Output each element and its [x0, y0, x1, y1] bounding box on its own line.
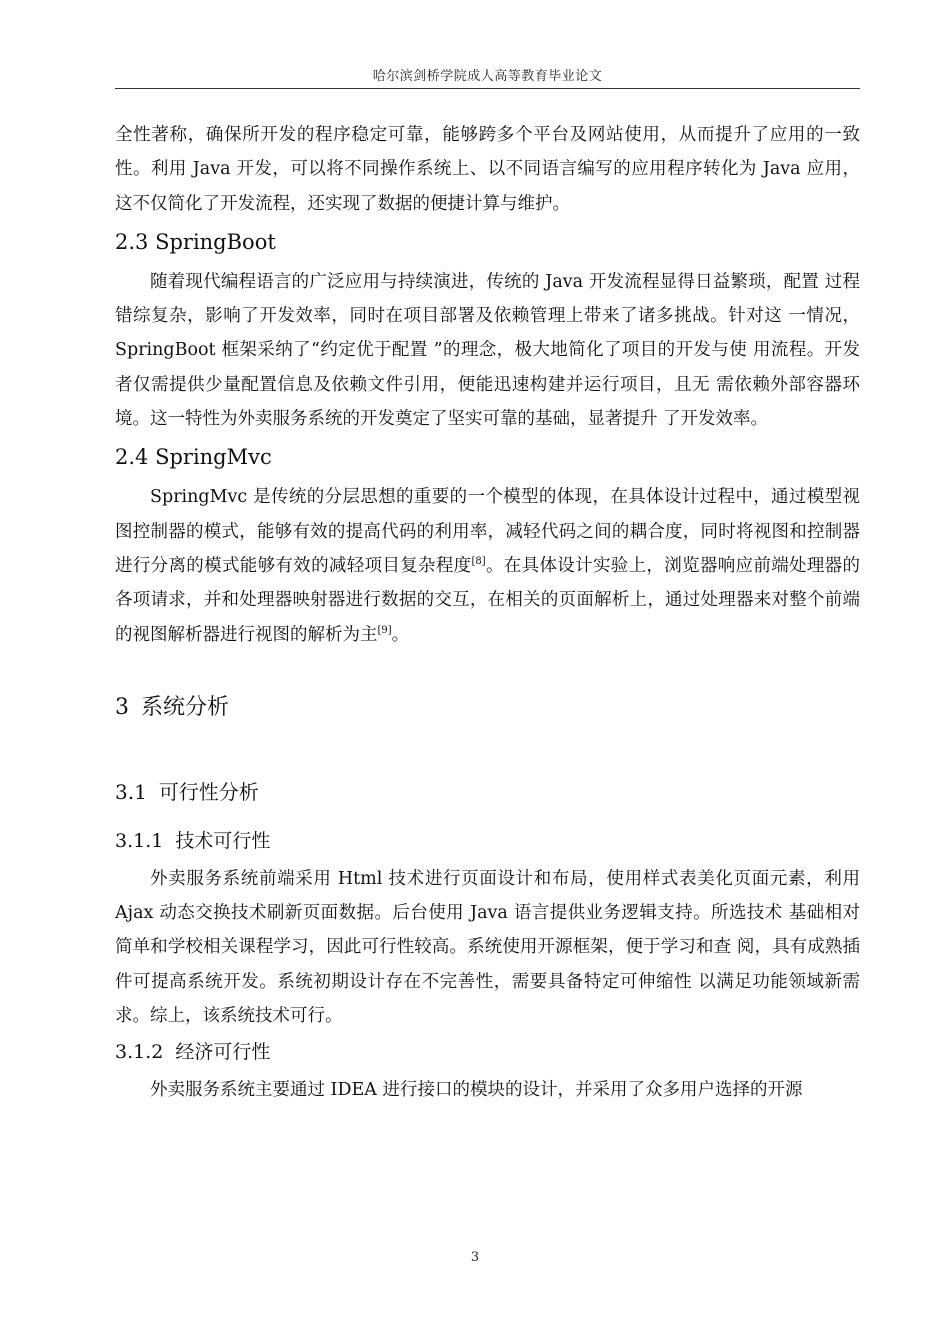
chapter-title: 系统分析 [141, 694, 230, 720]
section-2-3-body: 随着现代编程语言的广泛应用与持续演进，传统的 Java 开发流程显得日益繁琐，配置 过程错综复杂，影响了开发效率，同时在项目部署及依赖管理上带来了诸多挑战。针对这 一情况，SpringBoot 框架采纳了“约定优于配置 ”的理念，极大地简化了项目的开发与使 用流程。开发者仅需提供少量配置信息及依赖文件引用，便能迅速构建并运行项目，且无 需依赖外部容器环境。这一特性为外卖服务系统的开发奠定了坚实可靠的基础，显著提升 了开发效率。 [115, 271, 860, 430]
subsection-number: 3.1.2 [115, 1041, 164, 1064]
section-title: 可行性分析 [158, 779, 259, 804]
subsection-number: 3.1.1 [115, 829, 164, 852]
section-3-1-2-body: 外卖服务系统主要通过 IDEA 进行接口的模块的设计，并采用了众多用户选择的开源 [150, 1080, 803, 1101]
section-number: 3.1 [115, 779, 147, 804]
section-2-4-body [115, 480, 860, 651]
section-2-3-heading: 2.3 SpringBoot [115, 229, 276, 254]
page-content [115, 118, 860, 1108]
section-2-4-text-a: SpringMvc 是传统的分层思想的重要的一个模型的体现，在具体设计过程中，通过模型视图控制器的模式，能够有效的提高代码的利用率，减轻代码之间的耦合度，同时将视图和控制器进行分离的模式能够有效的减轻项目复杂程度 [115, 487, 860, 576]
section-3-1-1-heading [115, 824, 860, 858]
chapter-number: 3 [115, 694, 129, 720]
section-3-1-2-heading [115, 1035, 860, 1069]
continuation-paragraph: 全性著称，确保所开发的程序稳定可靠，能够跨多个平台及网站使用，从而提升了应用的一致性。利用 Java 开发，可以将不同操作系统上、以不同语言编写的应用程序转化为 Java 应用，这不仅简化了开发流程，还实现了数据的便捷计算与维护。 [115, 125, 860, 214]
subsection-title: 经济可行性 [175, 1041, 271, 1064]
header-divider [115, 88, 860, 89]
section-3-1-heading [115, 774, 860, 810]
chapter-3-heading [115, 688, 860, 728]
subsection-title: 技术可行性 [175, 829, 271, 852]
citation-9: [9] [377, 624, 392, 636]
page-number: 3 [470, 1250, 480, 1265]
section-2-4-text-c: 。 [391, 624, 410, 645]
running-header: 哈尔滨剑桥学院成人高等教育毕业论文 [372, 69, 603, 84]
section-2-4-text-b: 。在具体设计实验上，浏览器响应前端处理器的各项请求，并和处理器映射器进行数据的交互，在相关的页面解析上，通过处理器来对整个前端的视图解析器进行视图的解析为主 [115, 555, 860, 645]
section-2-4-heading: 2.4 SpringMvc [115, 445, 272, 470]
citation-8: [8] [471, 556, 486, 568]
section-3-1-1-body: 外卖服务系统前端采用 Html 技术进行页面设计和布局，使用样式表美化页面元素，利用 Ajax 动态交换技术刷新页面数据。后台使用 Java 语言提供业务逻辑支持。所选技术 基础相对简单和学校相关课程学习，因此可行性较高。系统使用开源框架，便于学习和查 阅，具有成熟插件可提高系统开发。系统初期设计存在不完善性，需要具备特定可伸缩性 以满足功能领域新需求。综上，该系统技术可行。 [115, 868, 860, 1027]
